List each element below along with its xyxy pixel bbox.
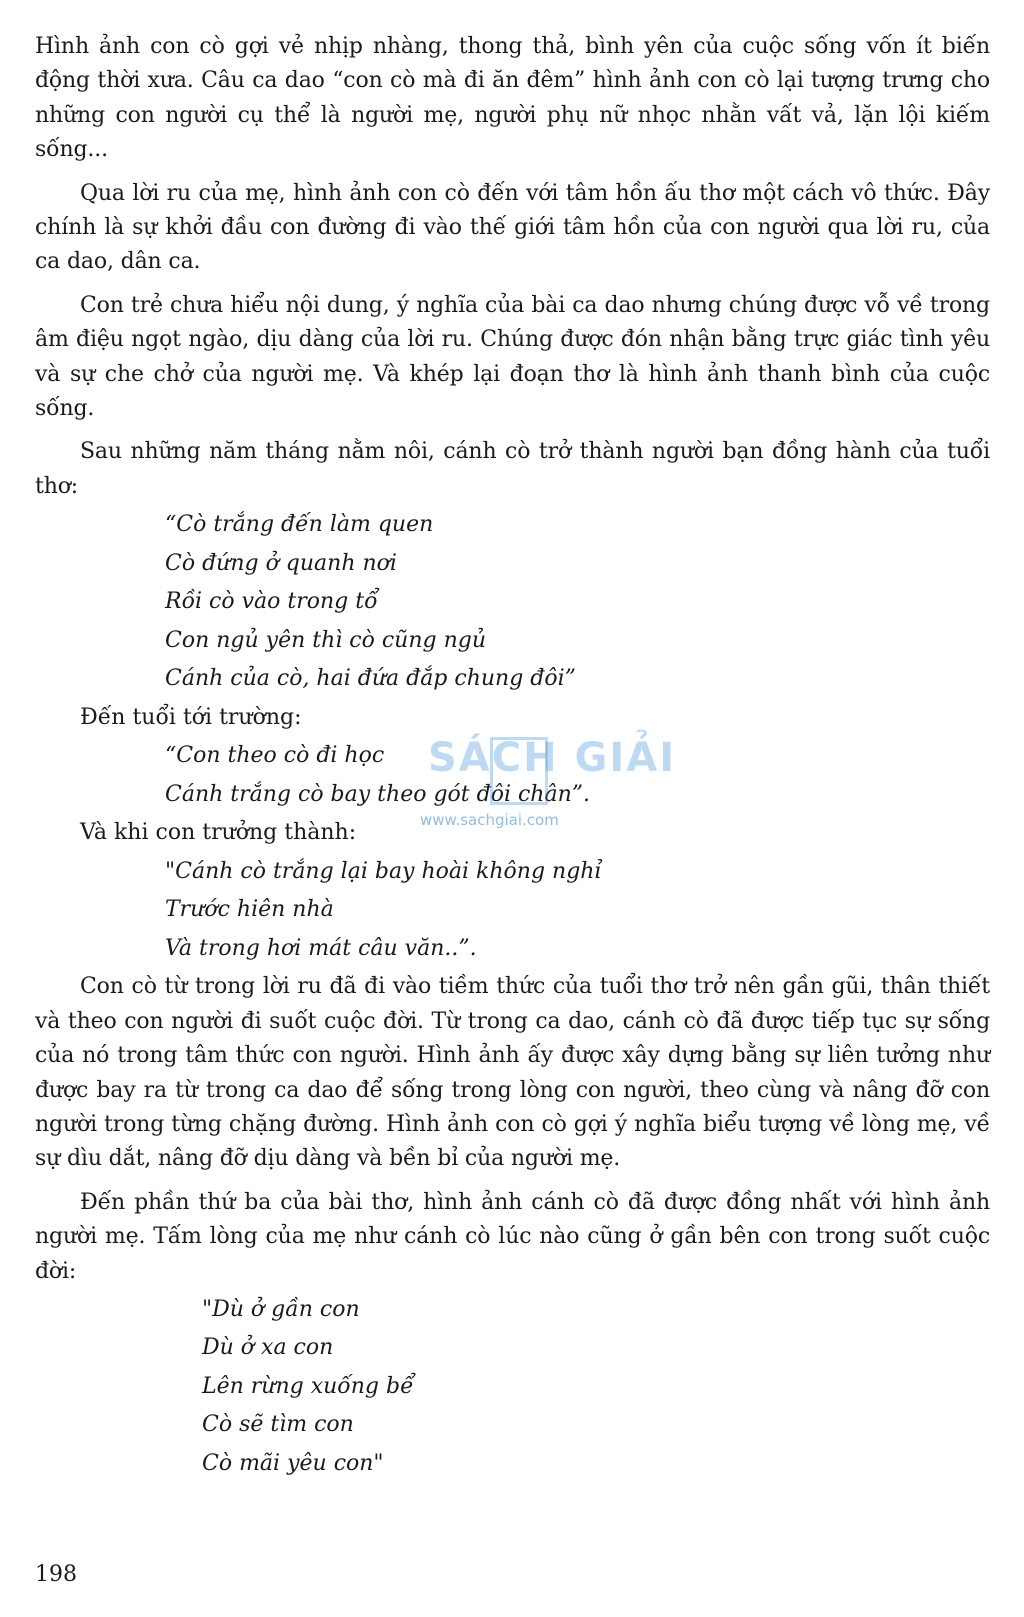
- lead-line-grown: Và khi con trưởng thành:: [80, 820, 357, 846]
- verse-line: Trước hiên nhà: [165, 897, 334, 923]
- page-body: [35, 30, 990, 1483]
- verse-line: Và trong hơi mát câu văn..”.: [165, 935, 477, 961]
- verse-line: Cánh của cò, hai đứa đắp chung đôi”: [165, 666, 576, 692]
- verse-stanza-4: [35, 1291, 990, 1484]
- verse-line: Cò đứng ở quanh nơi: [165, 550, 397, 576]
- verse-line: Rồi cò vào trong tổ: [165, 589, 378, 615]
- paragraph-6: Đến phần thứ ba của bài thơ, hình ảnh cánh cò đã được đồng nhất với hình ảnh người mẹ. Tấm lòng của mẹ như cánh cò lúc nào cũng ở gần bên con trong suốt cuộc đời:: [35, 1189, 990, 1284]
- paragraph-3: Con trẻ chưa hiểu nội dung, ý nghĩa của bài ca dao nhưng chúng được vỗ về trong âm điệu ngọt ngào, dịu dàng của lời ru. Chúng được đón nhận bằng trực giác tình yêu và sự che chở của người mẹ. Và khép lại đoạn thơ là hình ảnh thanh bình của cuộc sống.: [35, 292, 990, 422]
- watermark-logo-text: SÁCH GIẢI: [428, 735, 677, 781]
- paragraph-2: Qua lời ru của mẹ, hình ảnh con cò đến với tâm hồn ấu thơ một cách vô thức. Đây chính là sự khởi đầu con đường đi vào thế giới tâm hồn của con người qua lời ru, của ca dao, dân ca.: [35, 180, 990, 275]
- lead-line-school: Đến tuổi tới trường:: [80, 704, 302, 730]
- verse-line: Cò mãi yêu con": [202, 1450, 384, 1476]
- verse-stanza-1: [35, 506, 990, 699]
- verse-line: "Dù ở gần con: [202, 1296, 360, 1322]
- verse-line: "Cánh cò trắng lại bay hoài không nghỉ: [165, 858, 602, 884]
- verse-line: Cánh trắng cò bay theo gót đôi chân”.: [165, 781, 590, 807]
- verse-line: “Cò trắng đến làm quen: [165, 512, 434, 538]
- verse-line: Cò sẽ tìm con: [202, 1412, 354, 1438]
- paragraph-1: Hình ảnh con cò gợi vẻ nhịp nhàng, thong thả, bình yên của cuộc sống vốn ít biến động thời xưa. Câu ca dao “con cò mà đi ăn đêm” hình ảnh con cò lại tượng trưng cho những con người cụ thể là người mẹ, người phụ nữ nhọc nhằn vất vả, lặn lội kiếm sống...: [35, 34, 990, 163]
- verse-line: “Con theo cò đi học: [165, 743, 385, 769]
- verse-line: Dù ở xa con: [202, 1335, 334, 1361]
- paragraph-5: Con cò từ trong lời ru đã đi vào tiềm thức của tuổi thơ trở nên gần gũi, thân thiết và theo con người đi suốt cuộc đời. Từ trong ca dao, cánh cò đã được tiếp tục sự sống của nó trong tâm thức con người. Hình ảnh ấy được xây dựng bằng sự liên tưởng như được bay ra từ trong ca dao để sống trong lòng con người, theo cùng và nâng đỡ con người trong từng chặng đường. Hình ảnh con cò gợi ý nghĩa biểu tượng về lòng mẹ, về sự dìu dắt, nâng đỡ dịu dàng và bền bỉ của người mẹ.: [35, 974, 990, 1172]
- verse-line: Lên rừng xuống bể: [202, 1373, 414, 1399]
- verse-line: Con ngủ yên thì cò cũng ngủ: [165, 627, 487, 653]
- watermark-url: www.sachgiai.com: [420, 811, 559, 829]
- verse-stanza-3: [35, 853, 990, 969]
- paragraph-4: Sau những năm tháng nằm nôi, cánh cò trở thành người bạn đồng hành của tuổi thơ:: [35, 439, 990, 499]
- page-number: 198: [35, 1562, 77, 1587]
- verse-stanza-2: [35, 737, 990, 814]
